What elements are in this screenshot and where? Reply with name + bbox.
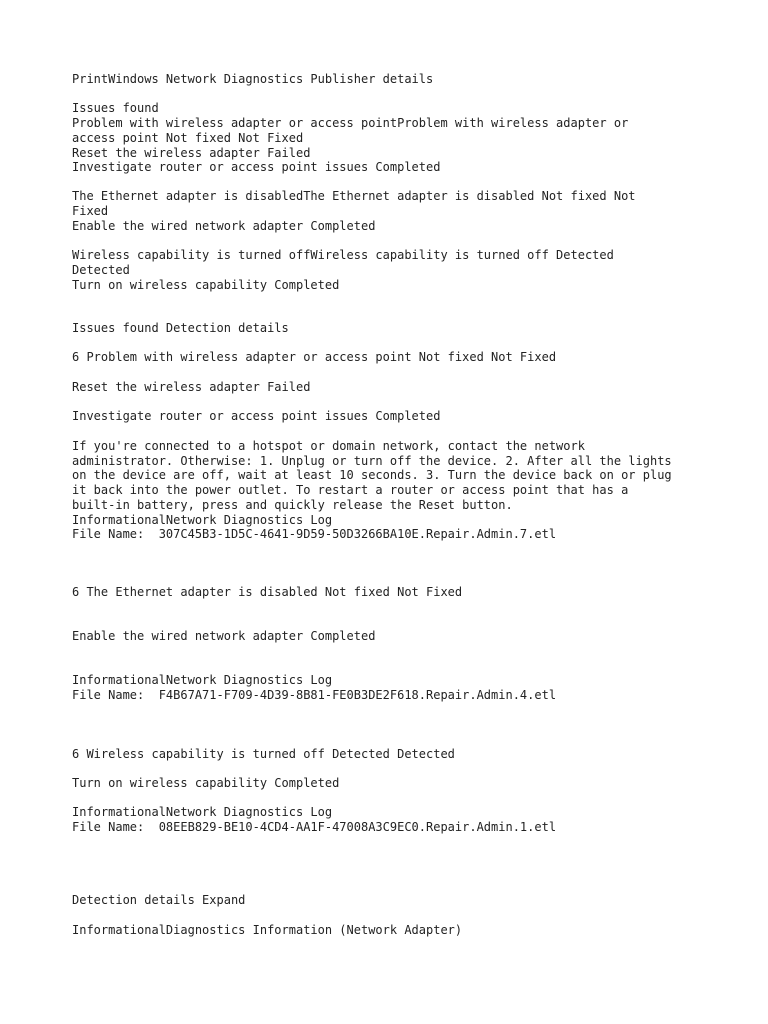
problem3-step1: Turn on wireless capability Completed <box>72 776 340 790</box>
problem1-help-line1: If you're connected to a hotspot or domain network, contact the network <box>72 439 585 453</box>
problem1-log-label: InformationalNetwork Diagnostics Log <box>72 513 333 527</box>
problem2-step1: Enable the wired network adapter Completed <box>72 629 376 643</box>
summary-issue2-step1: Enable the wired network adapter Completed <box>72 219 376 233</box>
problem1-file-name: File Name: 307C45B3-1D5C-4641-9D59-50D3266BA10E.Repair.Admin.7.etl <box>72 527 557 541</box>
problem3-title: 6 Wireless capability is turned off Detected Detected <box>72 747 455 761</box>
problem1-step2: Investigate router or access point issues Completed <box>72 409 441 423</box>
problem1-help-line5: built-in battery, press and quickly release the Reset button. <box>72 498 513 512</box>
summary-heading: Issues found <box>72 101 159 115</box>
problem3-file-name: File Name: 08EEB829-BE10-4CD4-AA1F-47008A3C9EC0.Repair.Admin.1.etl <box>72 820 557 834</box>
problem3-log-label: InformationalNetwork Diagnostics Log <box>72 805 333 819</box>
summary-issue2-line1: The Ethernet adapter is disabledThe Ethernet adapter is disabled Not fixed Not <box>72 189 636 203</box>
page-title: PrintWindows Network Diagnostics Publisher details <box>72 72 434 86</box>
summary-issue1-line2: access point Not fixed Not Fixed <box>72 131 304 145</box>
problem1-title: 6 Problem with wireless adapter or access point Not fixed Not Fixed <box>72 350 557 364</box>
problem1-step1: Reset the wireless adapter Failed <box>72 380 311 394</box>
problem1-help-line3: on the device are off, wait at least 10 seconds. 3. Turn the device back on or plug <box>72 468 672 482</box>
summary-issue1-step1: Reset the wireless adapter Failed <box>72 146 311 160</box>
summary-issue1-line1: Problem with wireless adapter or access pointProblem with wireless adapter or <box>72 116 629 130</box>
summary-issue1-step2: Investigate router or access point issues Completed <box>72 160 441 174</box>
problem2-file-name: File Name: F4B67A71-F709-4D39-8B81-FE0B3DE2F618.Repair.Admin.4.etl <box>72 688 557 702</box>
summary-issue2-line2: Fixed <box>72 204 109 218</box>
summary-issue3-line1: Wireless capability is turned offWireless capability is turned off Detected <box>72 248 614 262</box>
problem1-help-line2: administrator. Otherwise: 1. Unplug or turn off the device. 2. After all the lights <box>72 454 672 468</box>
detection-info-label: InformationalDiagnostics Information (Network Adapter) <box>72 923 463 937</box>
summary-issue3-line2: Detected <box>72 263 130 277</box>
problem2-log-label: InformationalNetwork Diagnostics Log <box>72 673 333 687</box>
details-heading: Issues found Detection details <box>72 321 289 335</box>
summary-issue3-step1: Turn on wireless capability Completed <box>72 278 340 292</box>
problem2-title: 6 The Ethernet adapter is disabled Not fixed Not Fixed <box>72 585 463 599</box>
problem1-help-line4: it back into the power outlet. To restart a router or access point that has a <box>72 483 629 497</box>
detection-heading: Detection details Expand <box>72 893 246 907</box>
